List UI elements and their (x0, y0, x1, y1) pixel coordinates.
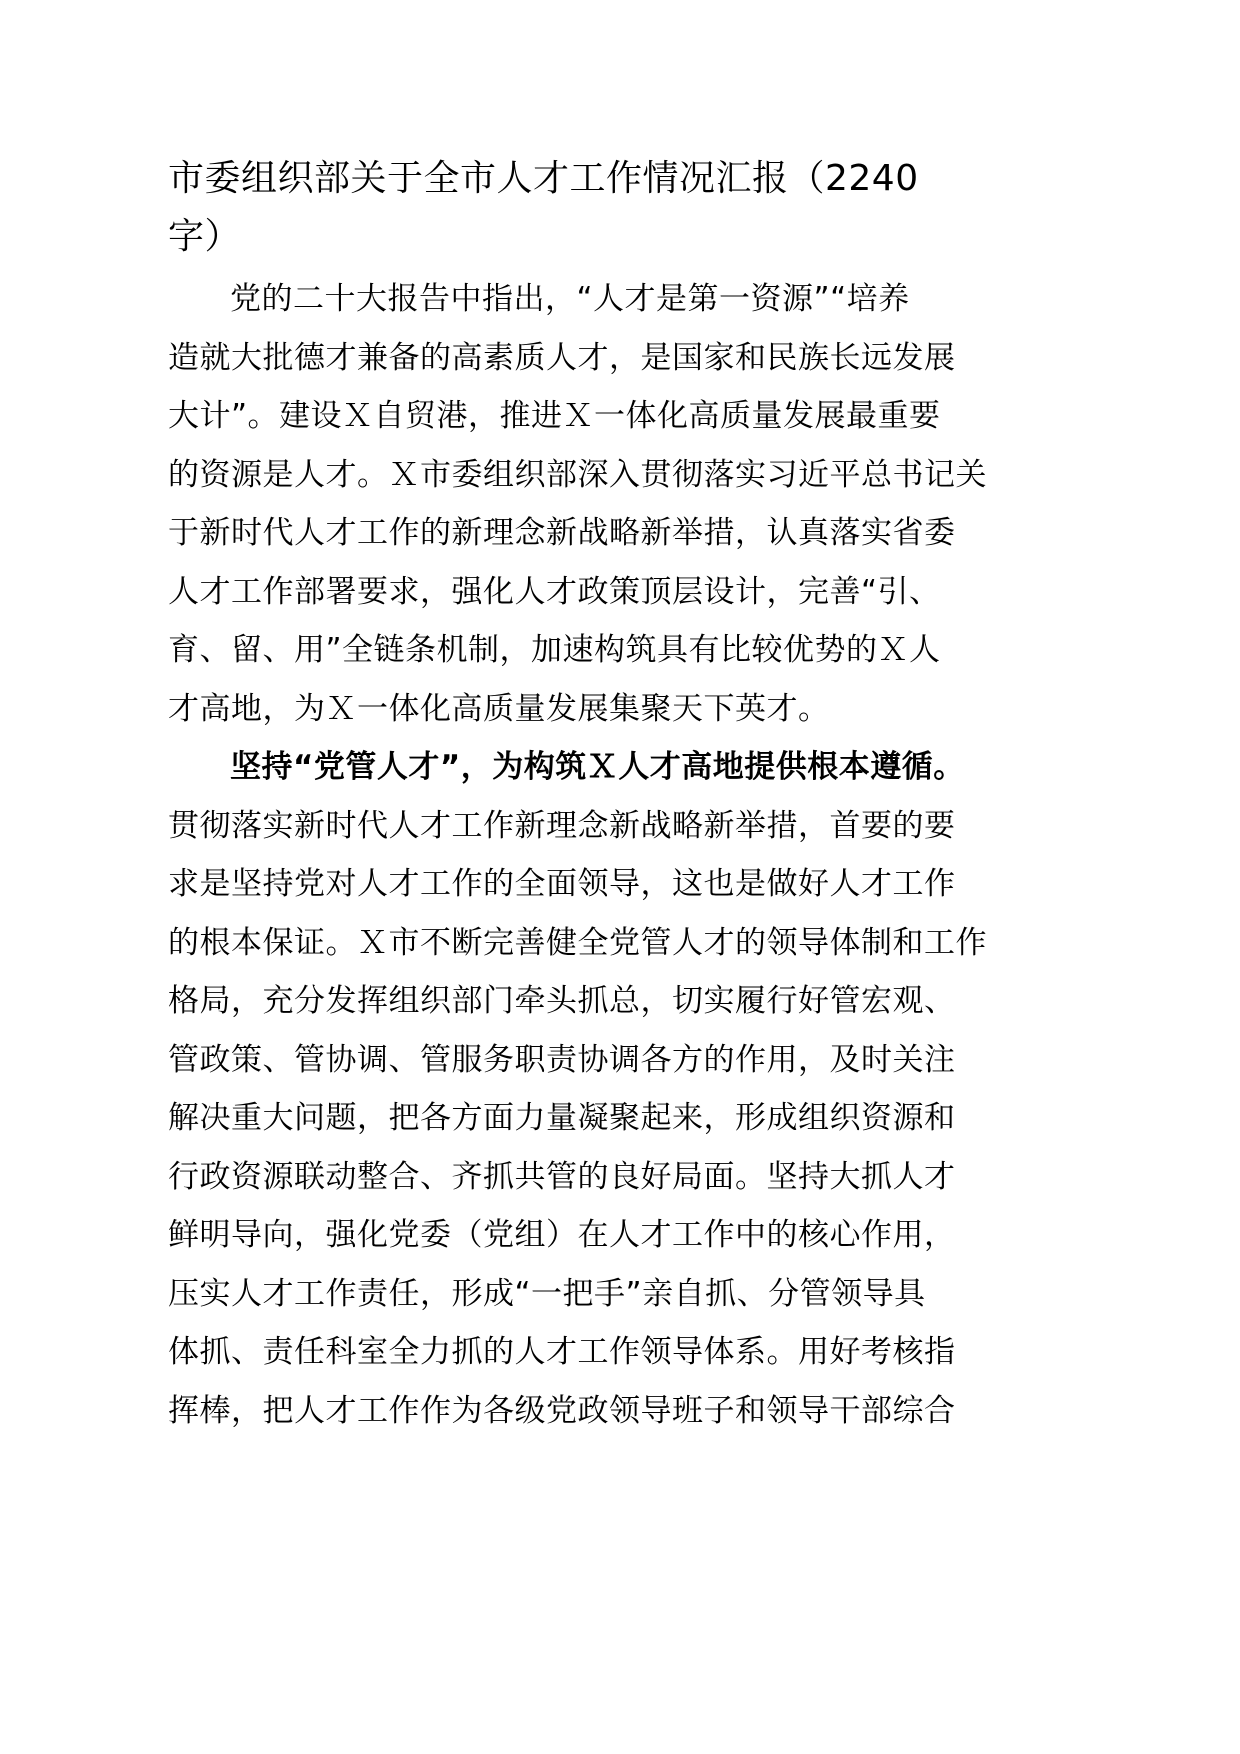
text-line: 大计”。建设Ｘ自贸港，推进Ｘ一体化高质量发展最重要 (168, 398, 941, 434)
text-line: 才高地，为Ｘ一体化高质量发展集聚天下英才。 (168, 690, 830, 727)
text-line: 鲜明导向，强化党委（党组）在人才工作中的核心作用， (168, 1217, 956, 1253)
text-line: 的根本保证。Ｘ市不断完善健全党管人才的领导体制和工作 (168, 924, 987, 961)
text-line: 管政策、管协调、管服务职责协调各方的作用，及时关注 (168, 1041, 956, 1078)
paragraph-party-leadership (168, 738, 987, 1440)
section-heading: 坚持“党管人才”，为构筑Ｘ人才高地提供根本遵循。 (230, 749, 965, 785)
document-title: 市委组织部关于全市人才工作情况汇报（2240字） (168, 158, 919, 257)
text-line: 体抓、责任科室全力抓的人才工作领导体系。用好考核指 (168, 1334, 956, 1370)
text-line: 求是坚持党对人才工作的全面领导，这也是做好人才工作 (168, 866, 956, 902)
text-line: 育、留、用”全链条机制，加速构筑具有比较优势的Ｘ人 (168, 632, 941, 668)
text-line: 于新时代人才工作的新理念新战略新举措，认真落实省委 (168, 515, 956, 551)
text-line: 贯彻落实新时代人才工作新理念新战略新举措，首要的要 (168, 807, 956, 844)
text-line: 格局，充分发挥组织部门牵头抓总，切实履行好管宏观、 (168, 983, 956, 1019)
document-page (168, 150, 987, 1440)
text-line: 造就大批德才兼备的高素质人才，是国家和民族长远发展 (168, 339, 956, 376)
text-line: 压实人才工作责任，形成“一把手”亲自抓、分管领导具 (168, 1275, 926, 1312)
text-line: 挥棒，把人才工作作为各级党政领导班子和领导干部综合 (168, 1392, 956, 1429)
text-line: 人才工作部署要求，强化人才政策顶层设计，完善“引、 (168, 573, 941, 610)
text-line: 解决重大问题，把各方面力量凝聚起来，形成组织资源和 (168, 1100, 956, 1136)
text-line: 的资源是人才。Ｘ市委组织部深入贯彻落实习近平总书记关 (168, 456, 987, 493)
paragraph-intro (168, 270, 987, 738)
text-line: 党的二十大报告中指出，“人才是第一资源”“培养 (230, 281, 910, 317)
text-line: 行政资源联动整合、齐抓共管的良好局面。坚持大抓人才 (168, 1158, 956, 1195)
